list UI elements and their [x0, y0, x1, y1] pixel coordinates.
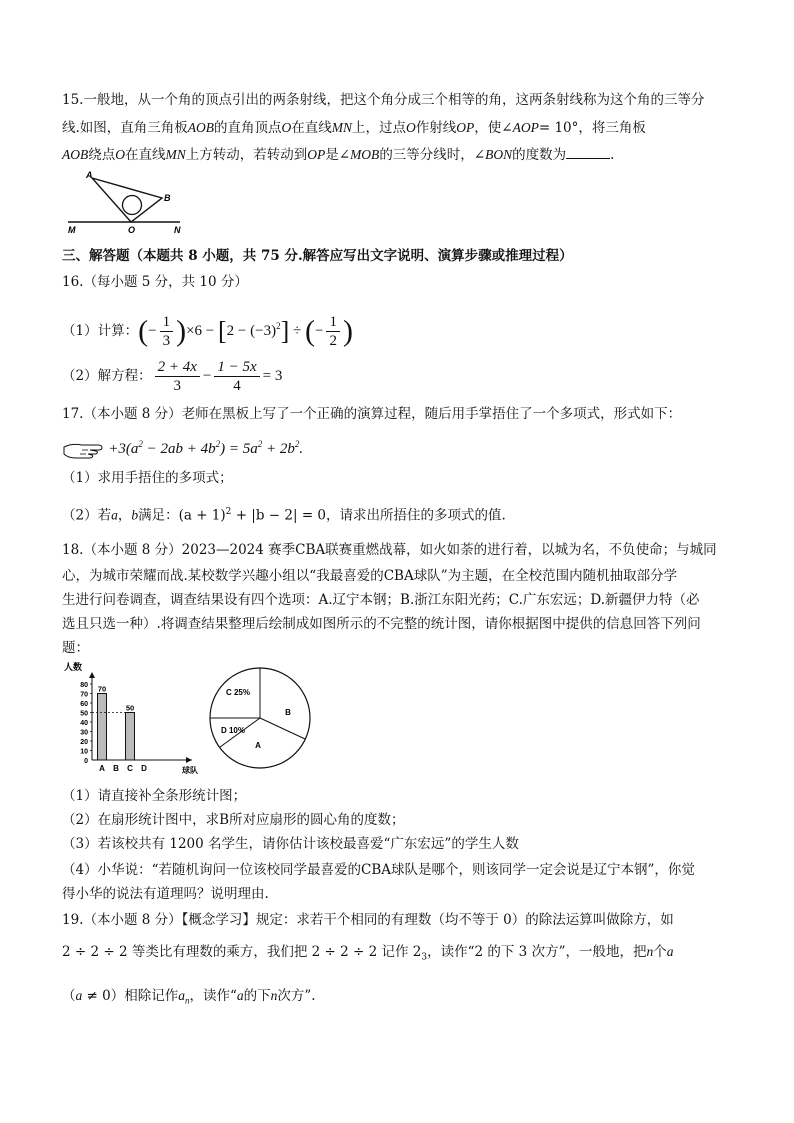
x-axis-label: 球队 — [182, 766, 198, 775]
label-a: A — [86, 170, 93, 180]
x-axis-arrow — [186, 757, 192, 763]
y-axis-label: 人数 — [64, 662, 83, 672]
q18-part1: （1）请直接补全条形统计图； — [62, 788, 247, 804]
label-m: M — [68, 225, 76, 235]
q15-line2: 线.如图，直角三角板AOB的直角顶点O在直线MN上，过点O作射线OP，使∠AOP= 10°，将三角板 — [62, 120, 646, 136]
q18-line5: 题： — [62, 640, 89, 656]
bar-chart — [62, 660, 212, 778]
q17-part1: （1）求用手捂住的多项式； — [62, 470, 233, 486]
bar-C — [126, 713, 135, 761]
bar-value-label: 50 — [125, 703, 135, 713]
x-tick-label: D — [141, 764, 147, 773]
q18-line2: 心，为城市荣耀而战.某校数学兴趣小组以“我最喜爱的CBA球队”为主题，在全校范围内随机抽取部分学 — [62, 568, 678, 584]
q16-heading: 16.（每小题 5 分，共 10 分） — [62, 274, 248, 290]
x-tick-label: A — [99, 764, 105, 773]
q19-line2: 2 ÷ 2 ÷ 2 等类比有理数的乘方，我们把 2 ÷ 2 ÷ 2 记作 $2_3$，读作“2 的下 3 次方”，一般地，把n个a — [62, 944, 674, 963]
q15-line3: AOB绕点O在直线MN上方转动，若转动到OP是∠MOB的三等分线时，∠BON的度数为 . — [62, 144, 614, 165]
section-3-heading: 三、解答题（本题共 8 小题，共 75 分.解答应写出文字说明、演算步骤或推理过程） — [62, 248, 573, 264]
y-origin-label: 0 — [84, 758, 88, 765]
y-axis-arrow — [89, 672, 95, 678]
y-tick-label: 60 — [80, 701, 88, 708]
triangle-hole — [123, 196, 142, 215]
pie-slice-label: B — [285, 708, 291, 717]
q18-part3: （3）若该校共有 1200 名学生，请你估计该校最喜爱“广东宏远”的学生人数 — [62, 836, 519, 852]
q16-part1: （1）计算：(− $\frac{1}{3}$ )$\times 6 - [2 - (-3)^2]$ ÷ (− $\frac{1}{2}$ ) — [62, 314, 353, 350]
q18-part4-line2: 得小华的说法有道理吗？说明理由. — [62, 886, 269, 902]
q19-line3: （a ≠ 0）相除记作$a_n$，读作“a的下n次方”. — [62, 988, 316, 1006]
y-tick-label: 30 — [80, 729, 88, 737]
label-o: O — [128, 225, 136, 235]
q15-triangle-figure — [64, 168, 188, 236]
q16-part2: （2）解方程： $\frac{2 + 4x}{3}$ − $\frac{1 - 5x}{4}$ = 3 — [62, 359, 283, 395]
q19-line1: 19.（本小题 8 分）【概念学习】规定：求若干个相同的有理数（均不等于 0）的除法运算叫做除方，如 — [62, 912, 674, 928]
q17-heading: 17.（本小题 8 分）老师在黑板上写了一个正确的演算过程，随后用手掌捂住了一个多项式，形式如下： — [62, 406, 682, 422]
pie-divider — [260, 718, 305, 739]
y-tick-label: 80 — [80, 682, 88, 689]
bar-value-label: 70 — [97, 684, 107, 694]
q18-part2: （2）在扇形统计图中，求B所对应扇形的圆心角的度数； — [62, 812, 405, 828]
label-n: N — [174, 225, 181, 235]
bar-A — [98, 694, 107, 761]
q15-line1: 15.一般地，从一个角的顶点引出的两条射线，把这个角分成三个相等的角，这两条射线称为这个角的三等分 — [62, 92, 705, 108]
label-b: B — [164, 193, 171, 203]
y-tick-label: 70 — [80, 691, 88, 699]
q18-part4-line1: （4）小华说：“若随机询问一位该校同学最喜爱的CBA球队是哪个，则该同学一定会说是辽宁本钢”，你觉 — [62, 862, 695, 878]
pie-slice-label: C 25% — [225, 688, 251, 697]
q18-line1: 18.（本小题 8 分）2023—2024 赛季CBA联赛重燃战幕，如火如荼的进行着，以城为名，不负使命；与城同 — [62, 542, 717, 558]
x-tick-label: C — [127, 764, 133, 773]
x-tick-label: B — [113, 764, 119, 773]
pie-chart — [205, 663, 315, 773]
pie-slice-label: D 10% — [220, 726, 246, 735]
hand-icon — [62, 439, 104, 461]
q17-expression: $+3(a^2 - 2ab + 4b^2) = 5a^2 + 2b^2$. — [62, 430, 303, 458]
y-tick-label: 20 — [80, 739, 88, 746]
y-tick-label: 10 — [80, 748, 88, 756]
answer-blank[interactable] — [566, 144, 610, 159]
y-tick-label: 50 — [80, 710, 88, 718]
q18-line4: 选且只选一种）.将调查结果整理后绘制成如图所示的不完整的统计图，请你根据图中提供的信息回答下列问 — [62, 616, 701, 632]
q18-line3: 生进行问卷调查，调查结果设有四个选项：A.辽宁本钢；B.浙江东阳光药；C.广东宏远；D.新疆伊力特（必 — [62, 592, 700, 608]
y-tick-label: 40 — [80, 720, 88, 727]
pie-slice-label: A — [255, 741, 261, 750]
q17-part2: （2）若a，b满足：$(a + 1)^2 + |b - 2| = 0$，请求出所捂住的多项式的值. — [62, 507, 506, 524]
triangle-aob — [92, 178, 162, 222]
